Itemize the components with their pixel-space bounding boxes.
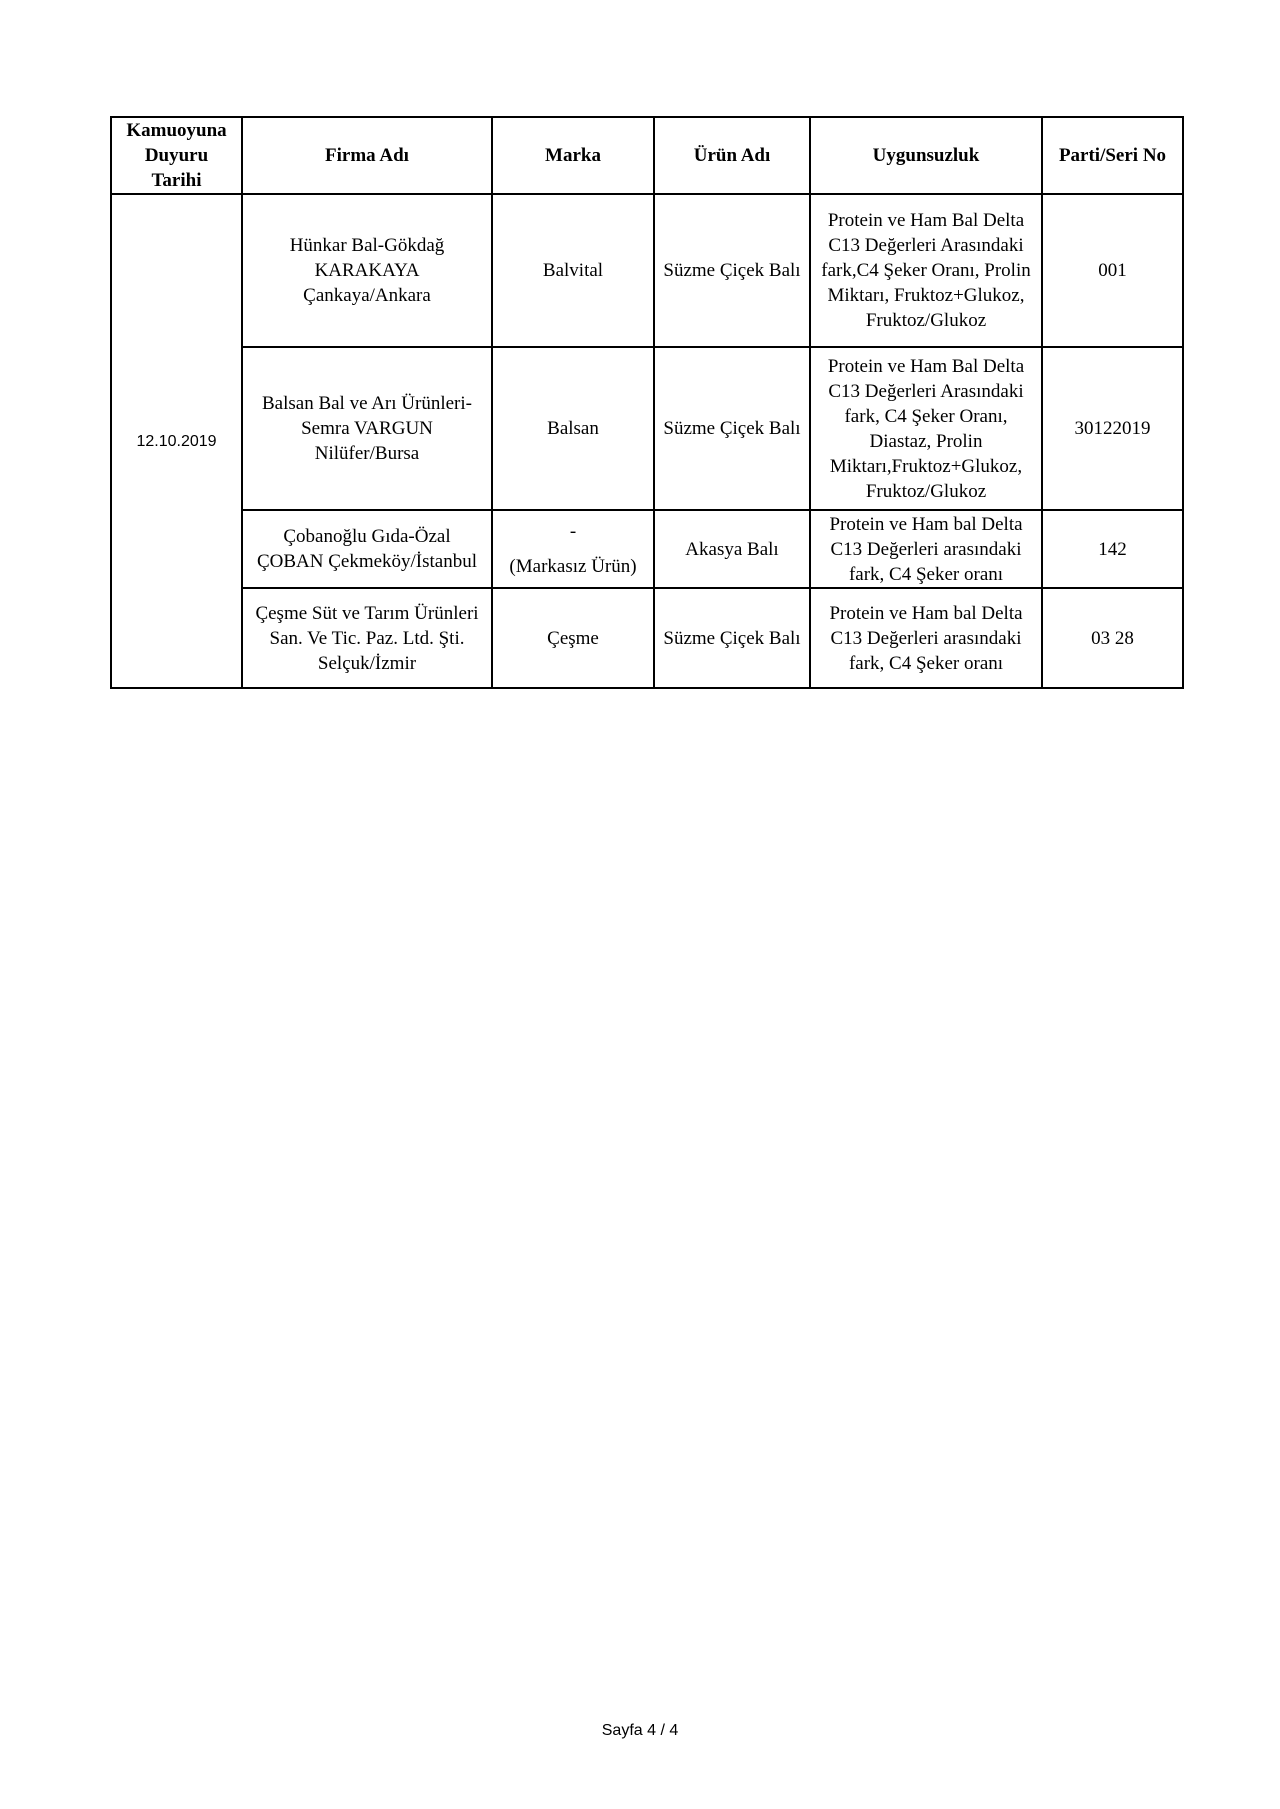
firma-cell [242,347,492,510]
urun-cell [654,588,810,688]
table-row [111,347,1183,510]
parti-line: 03 28 [1091,627,1134,649]
marka-line: - [569,521,577,542]
uygunsuzluk-cell [810,510,1042,588]
header-date [111,117,242,194]
uygunsuzluk-line: Protein ve Ham Bal Delta [827,355,1025,377]
firma-line: Çankaya/Ankara [303,285,431,306]
uygunsuzluk-cell [810,588,1042,688]
uygunsuzluk-line: C13 Değerleri Arasındaki [828,235,1024,256]
uygunsuzluk-line: fark, C4 Şeker Oranı, [844,405,1008,427]
firma-line: Nilüfer/Bursa [314,443,420,464]
table-row [111,194,1183,347]
urun-cell [654,347,810,510]
marka-cell [492,347,654,510]
header-line: Duyuru [144,145,209,166]
table-row [111,588,1183,688]
firma-cell [242,194,492,347]
uygunsuzluk-line: Fruktoz/Glukoz [865,310,987,331]
marka-line: Balsan [547,418,599,439]
urun-cell [654,510,810,588]
marka-line: Balvital [542,260,604,281]
header-urun [654,117,810,194]
firma-cell [242,510,492,588]
parti-cell [1042,194,1183,347]
header-line: Ürün Adı [693,145,771,166]
firma-line: Hünkar Bal-Gökdağ [289,235,445,256]
uygunsuzluk-line: fark,C4 Şeker Oranı, Prolin [821,260,1031,281]
uygunsuzluk-line: Diastaz, Prolin [869,430,983,452]
urun-line: Süzme Çiçek Balı [663,418,801,439]
table-header-row [111,117,1183,194]
header-line: Parti/Seri No [1058,145,1167,166]
uygunsuzluk-line: C13 Değerleri arasındaki [830,538,1022,560]
uygunsuzluk-line: C13 Değerleri Arasındaki [828,380,1024,402]
page-number: Sayfa 4 / 4 [601,1722,679,1739]
urun-line: Akasya Balı [685,538,779,560]
marka-line: Çeşme [547,627,599,649]
parti-line: 001 [1098,260,1127,281]
urun-line: Süzme Çiçek Balı [663,627,801,649]
uygunsuzluk-line: C13 Değerleri arasındaki [830,627,1022,649]
header-line: Kamuoyuna [126,120,227,141]
uygunsuzluk-line: fark, C4 Şeker oranı [848,563,1004,585]
uygunsuzluk-line: Protein ve Ham bal Delta [829,602,1023,624]
header-line: Marka [545,145,601,166]
marka-line: (Markasız Ürün) [509,556,637,577]
header-parti [1042,117,1183,194]
header-uygunsuzluk [810,117,1042,194]
parti-cell [1042,510,1183,588]
urun-cell [654,194,810,347]
firma-line: Selçuk/İzmir [317,652,417,674]
parti-cell [1042,347,1183,510]
parti-line: 30122019 [1074,418,1151,439]
uygunsuzluk-line: fark, C4 Şeker oranı [848,652,1004,674]
header-line: Firma Adı [325,145,409,166]
header-line: Tarihi [151,170,202,191]
marka-cell [492,510,654,588]
firma-line: Çeşme Süt ve Tarım Ürünleri [255,602,479,624]
announcement-date: 12.10.2019 [136,432,217,450]
uygunsuzluk-cell [810,194,1042,347]
marka-cell [492,194,654,347]
uygunsuzluk-line: Miktarı,Fruktoz+Glukoz, [829,455,1023,477]
parti-line: 142 [1098,538,1127,560]
header-line: Uygunsuzluk [872,145,980,166]
uygunsuzluk-line: Fruktoz/Glukoz [865,480,987,502]
header-firma [242,117,492,194]
table-row [111,510,1183,588]
uygunsuzluk-line: Miktarı, Fruktoz+Glukoz, [827,285,1025,306]
urun-line: Süzme Çiçek Balı [663,260,801,281]
firma-line: San. Ve Tic. Paz. Ltd. Şti. [269,627,465,649]
firma-line: Semra VARGUN [301,418,433,439]
parti-cell [1042,588,1183,688]
firma-line: Çobanoğlu Gıda-Özal [283,526,451,547]
header-marka [492,117,654,194]
uygunsuzluk-line: Protein ve Ham Bal Delta [827,210,1025,231]
uygunsuzluk-cell [810,347,1042,510]
firma-line: ÇOBAN Çekmeköy/İstanbul [256,551,478,572]
firma-line: Balsan Bal ve Arı Ürünleri- [261,393,472,414]
announcement-date-cell [111,194,242,688]
recall-table [110,116,1184,689]
uygunsuzluk-line: Protein ve Ham bal Delta [829,513,1023,535]
firma-line: KARAKAYA [314,260,420,281]
marka-cell [492,588,654,688]
firma-cell [242,588,492,688]
